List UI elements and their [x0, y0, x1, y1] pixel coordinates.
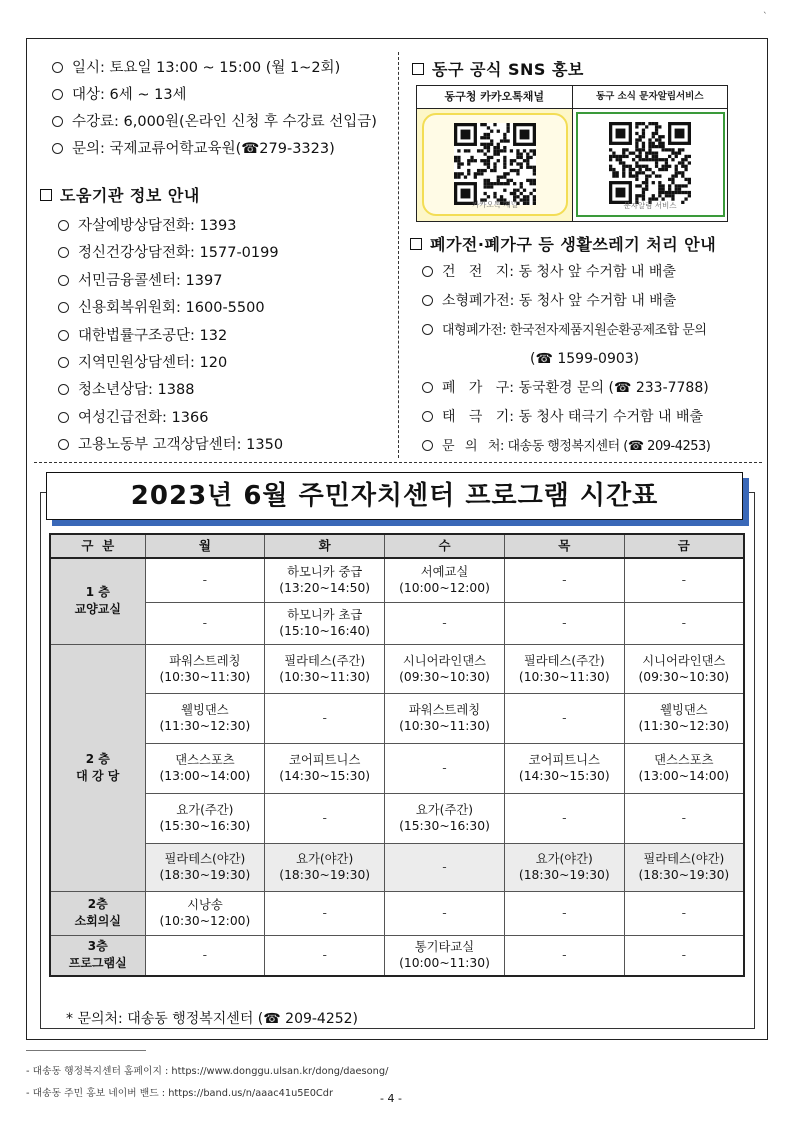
help-item: 자살예방상담전화: 1393 — [58, 213, 283, 240]
program-slot-cell — [145, 793, 265, 843]
empty-slot-cell — [265, 891, 385, 935]
sns-qr-header — [417, 86, 727, 109]
waste-item: 문 의 처: 대송동 행정복지센터 (☎ 209-4253) — [422, 432, 767, 461]
column-divider — [398, 52, 399, 458]
program-slot-cell — [504, 743, 624, 793]
program-slot-text: 파워스트레칭 (10:30~11:30) — [399, 703, 490, 733]
program-slot-text: 서예교실 (10:00~12:00) — [399, 565, 490, 596]
timetable — [49, 533, 745, 977]
circle-bullet-icon — [58, 330, 69, 341]
empty-slot-cell — [265, 693, 385, 743]
room-floor3: 3층 프로그램실 — [50, 935, 145, 976]
empty-dash: - — [562, 906, 567, 920]
circle-bullet-icon — [58, 247, 69, 258]
empty-slot-cell — [265, 935, 385, 976]
header-cell-mon: 월 — [145, 534, 265, 558]
circle-bullet-icon — [52, 89, 63, 100]
square-bullet-icon — [40, 189, 52, 201]
empty-dash: - — [681, 616, 687, 630]
program-slot-cell — [265, 743, 385, 793]
waste-item-continued: (☎ 1599-0903) — [530, 351, 640, 367]
program-slot-cell — [265, 644, 385, 693]
empty-slot-cell — [624, 793, 744, 843]
program-slot-cell — [145, 891, 265, 935]
footer-homepage[interactable]: - 대송동 행정복지센터 홈페이지 : https://www.donggu.ulsan.kr/dong/daesong/ — [26, 1066, 389, 1077]
empty-dash: - — [681, 573, 687, 588]
program-slot-cell — [145, 743, 265, 793]
help-item: 신용회복위원회: 1600-5500 — [58, 295, 283, 322]
kakao-channel-label: 동구청 카카오톡채널 — [417, 86, 573, 108]
table-row — [50, 602, 744, 644]
empty-dash: - — [202, 948, 208, 963]
program-slot-text: 필라테스(야간) (18:30~19:30) — [159, 852, 251, 882]
circle-bullet-icon — [422, 295, 433, 306]
waste-item: 폐 가 구: 동국환경 문의 (☎ 233-7788) — [422, 374, 767, 403]
empty-slot-cell — [504, 935, 624, 976]
section-divider — [34, 462, 762, 463]
program-slot-text: 필라테스(주간) (10:30~11:30) — [518, 653, 610, 684]
empty-slot-cell — [504, 602, 624, 644]
circle-bullet-icon — [422, 266, 433, 277]
footer-band[interactable]: - 대송동 주민 홍보 네이버 밴드 : https://band.us/n/aaac41u5E0Cdr — [26, 1088, 334, 1099]
circle-bullet-icon — [422, 324, 433, 335]
program-slot-text: 웰빙댄스 (11:30~12:30) — [159, 703, 251, 733]
empty-dash: - — [681, 906, 687, 920]
circle-bullet-icon — [422, 382, 433, 393]
waste-item: 건 전 지: 동 청사 앞 수거함 내 배출 — [422, 258, 767, 287]
program-slot-cell — [265, 558, 385, 602]
info-item: 대상: 6세 ~ 13세 — [52, 82, 402, 109]
waste-section-title: 폐가전·폐가구 등 생활쓰레기 처리 안내 — [410, 232, 716, 255]
circle-bullet-icon — [422, 411, 433, 422]
header-cell-wed: 수 — [385, 534, 505, 558]
sns-section-title: 동구 공식 SNS 홍보 — [412, 57, 584, 80]
empty-slot-cell — [624, 891, 744, 935]
square-bullet-icon — [410, 238, 422, 250]
info-item: 일시: 토요일 13:00 ~ 15:00 (월 1~2회) — [52, 55, 402, 82]
empty-dash: - — [322, 906, 327, 920]
circle-bullet-icon — [58, 384, 69, 395]
empty-slot-cell — [265, 793, 385, 843]
waste-list — [422, 258, 767, 461]
empty-dash: - — [562, 711, 567, 725]
program-slot-cell — [624, 693, 744, 743]
table-row — [50, 644, 744, 693]
waste-item: 대형폐가전: 한국전자제품지원순환공제조합 문의 — [422, 316, 767, 345]
square-bullet-icon — [412, 63, 424, 75]
empty-dash: - — [442, 616, 447, 630]
program-slot-text: 요가(주간) (15:30~16:30) — [159, 803, 251, 833]
program-slot-cell — [385, 793, 505, 843]
footer-divider — [26, 1050, 146, 1051]
help-item: 여성긴급전화: 1366 — [58, 405, 283, 432]
circle-bullet-icon — [52, 116, 63, 127]
table-row — [50, 558, 744, 602]
empty-dash: - — [562, 948, 567, 963]
kakao-qr-code-icon[interactable] — [454, 123, 536, 205]
empty-slot-cell — [624, 558, 744, 602]
kakao-qr-cell[interactable] — [417, 109, 573, 221]
circle-bullet-icon — [52, 143, 63, 154]
program-slot-cell — [385, 644, 505, 693]
empty-slot-cell — [385, 743, 505, 793]
program-slot-cell — [265, 602, 385, 644]
circle-bullet-icon — [58, 357, 69, 368]
program-slot-text: 댄스스포츠 (13:00~14:00) — [159, 753, 251, 783]
program-slot-text: 댄스스포츠 (13:00~14:00) — [638, 753, 730, 783]
empty-dash: - — [562, 573, 567, 588]
help-list — [58, 213, 283, 460]
empty-slot-cell — [145, 558, 265, 602]
program-slot-text: 시니어라인댄스 (09:30~10:30) — [638, 653, 730, 684]
timetable-title: 2023년 6월 주민자치센터 프로그램 시간표 — [130, 481, 659, 511]
header-cell-thu: 목 — [504, 534, 624, 558]
help-section-title: 도움기관 정보 안내 — [40, 183, 200, 206]
program-slot-cell — [504, 843, 624, 891]
circle-bullet-icon — [422, 440, 433, 451]
help-item: 지역민원상담센터: 120 — [58, 350, 283, 377]
program-slot-text: 시낭송 (10:30~12:00) — [159, 898, 251, 928]
empty-dash: - — [442, 761, 447, 775]
help-item: 서민금융콜센터: 1397 — [58, 268, 283, 295]
waste-item: 소형폐가전: 동 청사 앞 수거함 내 배출 — [422, 287, 767, 316]
program-slot-text: 요가(주간) (15:30~16:30) — [399, 803, 490, 833]
empty-dash: - — [442, 860, 447, 874]
program-slot-text: 웰빙댄스 (11:30~12:30) — [638, 703, 730, 733]
program-slot-text: 코어피트니스 (14:30~15:30) — [279, 753, 371, 783]
table-row — [50, 891, 744, 935]
empty-slot-cell — [624, 935, 744, 976]
program-info-list — [52, 55, 402, 163]
timetable-title-box — [46, 472, 743, 520]
empty-slot-cell — [504, 891, 624, 935]
empty-slot-cell — [624, 602, 744, 644]
circle-bullet-icon — [58, 302, 69, 313]
program-slot-text: 코어피트니스 (14:30~15:30) — [518, 753, 610, 783]
kakao-qr-caption: 카카오톡 채널 — [472, 200, 518, 209]
empty-slot-cell — [504, 693, 624, 743]
sns-qr-box — [416, 85, 728, 222]
table-row — [50, 793, 744, 843]
sms-qr-code-icon[interactable] — [609, 122, 691, 204]
sms-qr-cell[interactable] — [573, 109, 728, 221]
circle-bullet-icon — [58, 220, 69, 231]
sms-qr-caption: 문자알림 서비스 — [623, 201, 677, 210]
circle-bullet-icon — [58, 412, 69, 423]
program-slot-cell — [624, 644, 744, 693]
empty-slot-cell — [145, 602, 265, 644]
empty-dash: - — [202, 616, 208, 630]
timetable-contact: * 문의처: 대송동 행정복지센터 (☎ 209-4252) — [66, 1011, 359, 1027]
table-row — [50, 693, 744, 743]
empty-dash: - — [562, 811, 567, 825]
help-item: 대한법률구조공단: 132 — [58, 323, 283, 350]
program-slot-text: 하모니카 초급 (15:10~16:40) — [279, 608, 371, 638]
circle-bullet-icon — [58, 275, 69, 286]
room-floor1: 1 층 교양교실 — [50, 558, 145, 644]
program-slot-text: 필라테스(주간) (10:30~11:30) — [279, 653, 371, 684]
empty-dash: - — [442, 906, 447, 920]
program-slot-cell — [145, 843, 265, 891]
empty-slot-cell — [504, 558, 624, 602]
help-item: 정신건강상담전화: 1577-0199 — [58, 240, 283, 267]
program-slot-cell — [265, 843, 385, 891]
header-cell-tue: 화 — [265, 534, 385, 558]
empty-slot-cell — [385, 891, 505, 935]
program-slot-text: 시니어라인댄스 (09:30~10:30) — [399, 653, 490, 684]
program-slot-cell — [504, 644, 624, 693]
page-number: - 4 - — [380, 1092, 402, 1105]
program-slot-text: 요가(야간) (18:30~19:30) — [518, 852, 610, 882]
empty-dash: - — [562, 616, 567, 630]
program-slot-cell — [624, 843, 744, 891]
program-slot-cell — [385, 935, 505, 976]
room-floor2-meeting: 2층 소회의실 — [50, 891, 145, 935]
program-slot-cell — [385, 558, 505, 602]
circle-bullet-icon — [52, 62, 63, 73]
empty-dash: - — [681, 811, 687, 825]
empty-slot-cell — [385, 843, 505, 891]
empty-slot-cell — [385, 602, 505, 644]
empty-dash: - — [322, 948, 327, 963]
empty-slot-cell — [145, 935, 265, 976]
help-item: 청소년상담: 1388 — [58, 377, 283, 404]
empty-slot-cell — [504, 793, 624, 843]
empty-dash: - — [681, 948, 687, 963]
header-cell-category: 구 분 — [50, 534, 145, 558]
program-slot-cell — [145, 693, 265, 743]
program-slot-cell — [624, 743, 744, 793]
header-cell-fri: 금 — [624, 534, 744, 558]
program-slot-text: 요가(야간) (18:30~19:30) — [279, 852, 371, 882]
room-floor2: 2 층 대 강 당 — [50, 644, 145, 891]
empty-dash: - — [322, 711, 327, 725]
empty-dash: - — [202, 573, 208, 588]
table-header-row — [50, 534, 744, 558]
corner-mark: ` — [763, 12, 768, 22]
table-row — [50, 935, 744, 976]
empty-dash: - — [322, 811, 327, 825]
program-slot-text: 필라테스(야간) (18:30~19:30) — [638, 852, 730, 882]
sms-service-label: 동구 소식 문자알림서비스 — [595, 91, 704, 102]
help-item: 고용노동부 고객상담센터: 1350 — [58, 432, 283, 459]
info-item: 문의: 국제교류어학교육원(☎279-3323) — [52, 136, 402, 163]
waste-item: 태 극 기: 동 청사 태극기 수거함 내 배출 — [422, 403, 767, 432]
circle-bullet-icon — [58, 439, 69, 450]
info-item: 수강료: 6,000원(온라인 신청 후 수강료 선입금) — [52, 109, 402, 136]
table-row — [50, 843, 744, 891]
program-slot-text: 파워스트레칭 (10:30~11:30) — [159, 653, 251, 684]
program-slot-text: 하모니카 중급 (13:20~14:50) — [279, 565, 371, 596]
program-slot-text: 통기타교실 (10:00~11:30) — [399, 940, 490, 971]
program-slot-cell — [145, 644, 265, 693]
program-slot-cell — [385, 693, 505, 743]
table-row — [50, 743, 744, 793]
